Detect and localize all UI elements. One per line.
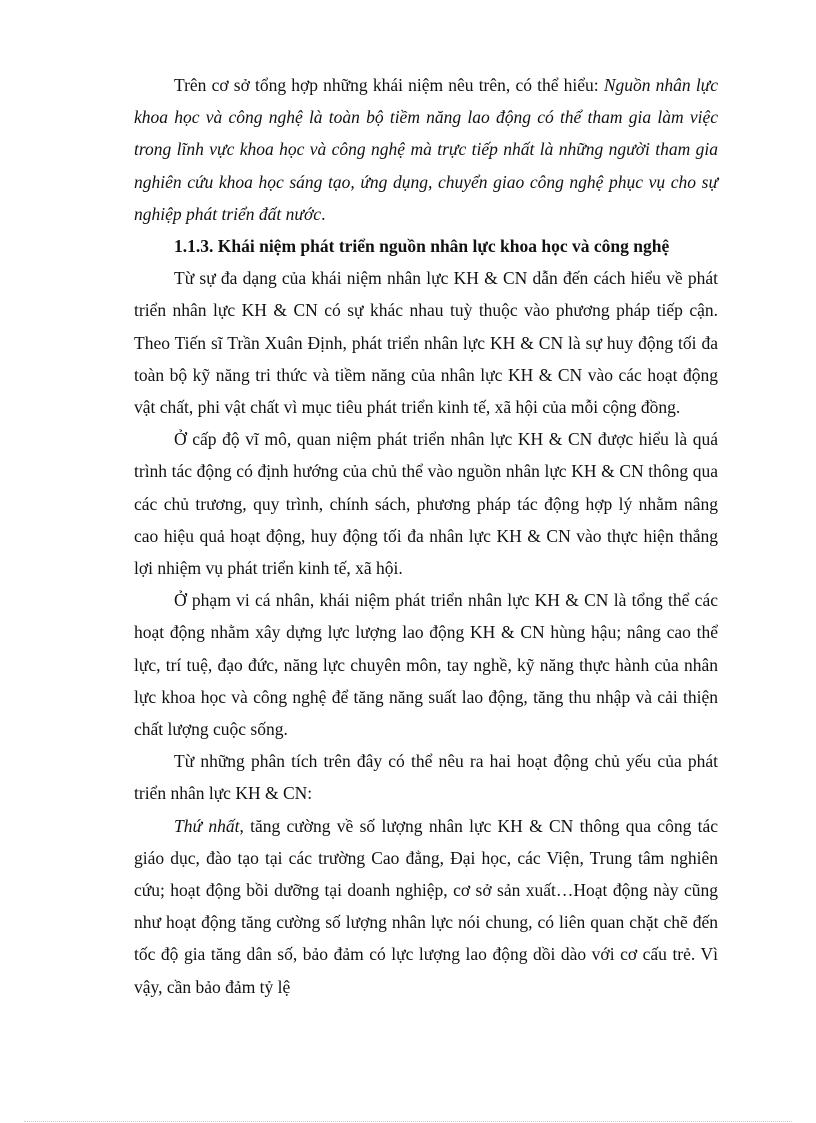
paragraph-two-activities: Từ những phân tích trên đây có thể nêu ra hai hoạt động chủ yếu của phát triển nhân lực KH & CN: — [134, 751, 718, 804]
paragraph-approach: Từ sự đa dạng của khái niệm nhân lực KH & CN dẫn đến cách hiểu về phát triển nhân lực KH & CN có sự khác nhau tuỳ thuộc vào phương pháp tiếp cận. Theo Tiến sĩ Trần Xuân Định, phát triển nhân lực KH & CN là sự huy động tối đa toàn bộ kỹ năng tri thức và tiềm năng của nhân lực KH & CN vào các hoạt động vật chất, phi vật chất vì mục tiêu phát triển kinh tế, xã hội của mỗi cộng đồng. — [134, 268, 718, 418]
section-heading: 1.1.3. Khái niệm phát triển nguồn nhân lực khoa học và công nghệ — [174, 236, 670, 257]
paragraph-individual-level: Ở phạm vi cá nhân, khái niệm phát triển nhân lực KH & CN là tổng thể các hoạt động nhằm xây dựng lực lượng lao động KH & CN hùng hậu; nâng cao thể lực, trí tuệ, đạo đức, năng lực chuyên môn, tay nghề, kỹ năng thực hành của nhân lực khoa học và công nghệ để tăng năng suất lao động, tăng thu nhập và cải thiện chất lượng cuộc sống. — [134, 590, 718, 740]
paragraph-definition — [134, 69, 718, 230]
paragraph-definition-italic: Nguồn nhân lực khoa học và công nghệ là toàn bộ tiềm năng lao động có thể tham gia làm việc trong lĩnh vực khoa học và công nghệ mà trực tiếp nhất là những người tham gia nghiên cứu khoa học sáng tạo, ứng dụng, chuyển giao công nghệ phục vụ cho sự nghiệp phát triển đất nước — [134, 75, 718, 224]
paragraph-definition-tail: . — [321, 203, 326, 224]
paragraph-first-activity-lead: Thứ nhất — [174, 815, 240, 836]
paragraph-macro-level: Ở cấp độ vĩ mô, quan niệm phát triển nhân lực KH & CN được hiểu là quá trình tác động có định hướng của chủ thể vào nguồn nhân lực KH & CN thông qua các chủ trương, quy trình, chính sách, phương pháp tác động hợp lý nhằm nâng cao hiệu quả hoạt động, huy động tối đa nhân lực KH & CN vào thực hiện thắng lợi nhiệm vụ phát triển kinh tế, xã hội. — [134, 429, 718, 579]
paragraph-first-activity-text: , tăng cường về số lượng nhân lực KH & CN thông qua công tác giáo dục, đào tạo tại các trường Cao đẳng, Đại học, các Viện, Trung tâm nghiên cứu; hoạt động bồi dưỡng tại doanh nghiệp, cơ sở sản xuất…Hoạt động này cũng như hoạt động tăng cường số lượng nhân lực nói chung, có liên quan chặt chẽ đến tốc độ gia tăng dân số, bảo đảm có lực lượng lao động dồi dào với cơ cấu trẻ. Vì vậy, cần bảo đảm tỷ lệ — [134, 815, 718, 997]
document-body — [134, 69, 718, 1003]
paragraph-definition-lead: Trên cơ sở tổng hợp những khái niệm nêu trên, có thể hiểu: — [174, 75, 604, 95]
paragraph-first-activity — [134, 810, 718, 1003]
page-bottom-divider — [24, 1121, 792, 1122]
